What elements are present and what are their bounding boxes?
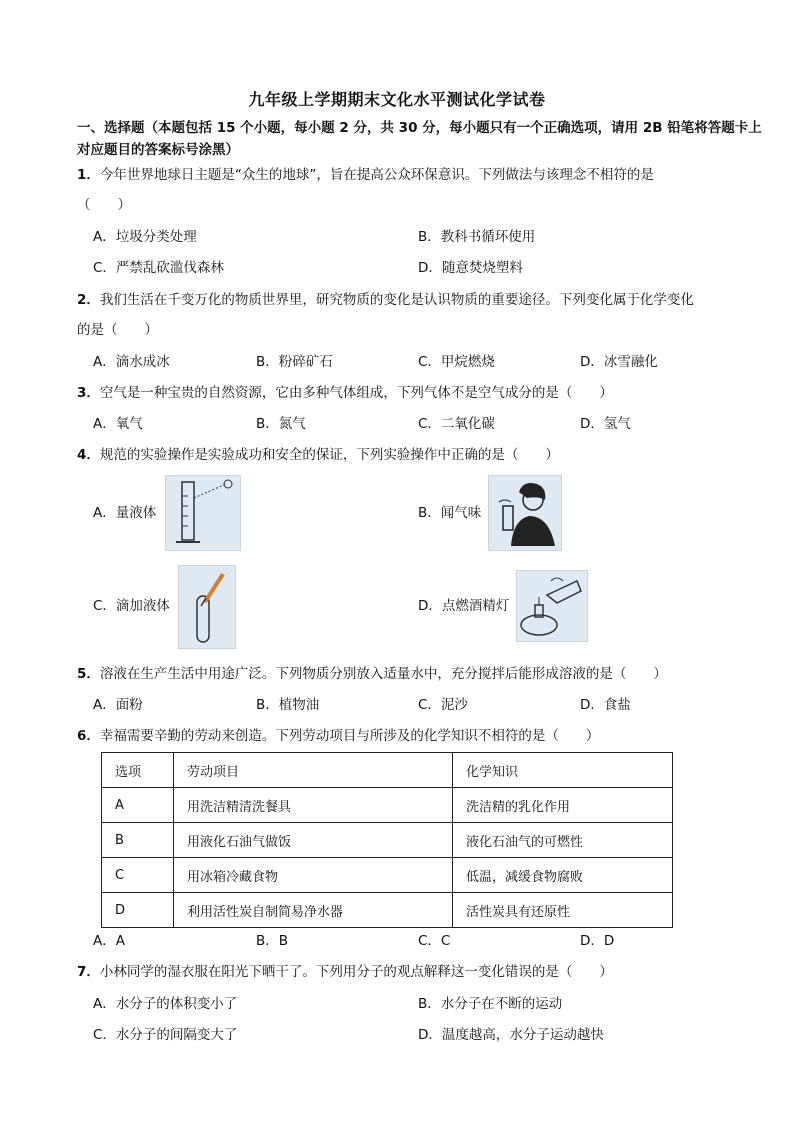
question-stem: 我们生活在千变万化的物质世界里，研究物质的变化是认识物质的重要途径。下列变化属于化学变化: [99, 292, 694, 308]
table-cell: 用冰箱冷藏食物: [174, 858, 453, 893]
option-a: A．氧气: [93, 416, 143, 432]
option-a: A．滴水成冰: [93, 354, 170, 370]
question-5: [77, 664, 667, 684]
option-a: A．面粉: [93, 697, 143, 713]
option-c: C．C: [418, 933, 451, 949]
question-stem: 今年世界地球日主题是“众生的地球”，旨在提高公众环保意识。下列做法与该理念不相符的是: [99, 167, 654, 183]
question-stem: 规范的实验操作是实验成功和安全的保证，下列实验操作中正确的是（ ）: [99, 447, 559, 463]
question-4: [77, 445, 559, 465]
option-c: C．滴加液体: [93, 598, 170, 614]
option-b: B．教科书循环使用: [418, 229, 536, 245]
header-cell: 劳动项目: [174, 753, 453, 788]
option-d: D．随意焚烧塑料: [418, 260, 523, 276]
question-stem: 幸福需要辛勤的劳动来创造。下列劳动项目与所涉及的化学知识不相符的是（ ）: [99, 728, 600, 744]
question-number: 7．: [77, 964, 100, 980]
option-a: A．垃圾分类处理: [93, 229, 197, 245]
table-cell: C: [102, 858, 174, 893]
labor-knowledge-table: [101, 752, 673, 928]
section-heading: 一、选择题（本题包括 15 个小题，每小题 2 分，共 30 分，每小题只有一个正确选项，请用 2B 铅笔将答题卡上对应题目的答案标号涂黑）: [77, 120, 762, 158]
option-c: C．严禁乱砍滥伐森林: [93, 260, 224, 276]
question-6: [77, 726, 599, 746]
table-cell: B: [102, 823, 174, 858]
lighting-alcohol-lamp-image: [516, 570, 588, 642]
question-stem: 小林同学的湿衣服在阳光下晒干了。下列用分子的观点解释这一变化错误的是（ ）: [99, 964, 613, 980]
table-cell: 洗洁精的乳化作用: [453, 788, 673, 823]
option-b: B．氮气: [256, 416, 306, 432]
option-b: B．水分子在不断的运动: [418, 996, 563, 1012]
page-title: 九年级上学期期末文化水平测试化学试卷: [248, 90, 546, 109]
person-smelling-icon: [489, 476, 561, 550]
dropping-liquid-image: [178, 565, 236, 649]
option-c: C．甲烷燃烧: [418, 354, 495, 370]
question-3: [77, 383, 613, 403]
header-cell: 选项: [102, 753, 174, 788]
option-c: C．泥沙: [418, 697, 468, 713]
dropper-test-tube-icon: [179, 566, 235, 648]
option-c: C．二氧化碳: [418, 416, 495, 432]
table-cell: 低温，减缓食物腐败: [453, 858, 673, 893]
question-2: [77, 290, 694, 310]
question-number: 2．: [77, 292, 100, 308]
option-d: D．点燃酒精灯: [418, 598, 510, 614]
header-cell: 化学知识: [453, 753, 673, 788]
option-b: B．B: [256, 933, 289, 949]
table-cell: 利用活性炭自制简易净水器: [174, 893, 453, 928]
option-b: B．闻气味: [418, 505, 482, 521]
question-number: 4．: [77, 447, 100, 463]
question-7: [77, 962, 613, 982]
option-d: D．氢气: [580, 416, 631, 432]
question-stem-continued: 的是（ ）: [77, 322, 158, 338]
table-cell: D: [102, 893, 174, 928]
option-a: A．水分子的体积变小了: [93, 996, 238, 1012]
question-number: 5．: [77, 666, 100, 682]
question-number: 3．: [77, 385, 100, 401]
option-d: D．D: [580, 933, 615, 949]
question-number: 1．: [77, 167, 100, 183]
question-number: 6．: [77, 728, 100, 744]
option-b: B．植物油: [256, 697, 320, 713]
smelling-gas-image: [488, 475, 562, 551]
option-a: A．A: [93, 933, 125, 949]
graduated-cylinder-icon: [166, 476, 240, 550]
option-c: C．水分子的间隔变大了: [93, 1027, 238, 1043]
table-row: [102, 858, 673, 893]
table-row: [102, 788, 673, 823]
option-d: D．温度越高，水分子运动越快: [418, 1027, 604, 1043]
question-1: [77, 165, 654, 185]
option-b: B．粉碎矿石: [256, 354, 333, 370]
answer-paren: （ ）: [77, 197, 131, 213]
table-row: [102, 893, 673, 928]
table-cell: 用液化石油气做饭: [174, 823, 453, 858]
option-d: D．食盐: [580, 697, 631, 713]
question-stem: 空气是一种宝贵的自然资源，它由多种气体组成，下列气体不是空气成分的是（ ）: [99, 385, 613, 401]
table-header-row: [102, 753, 673, 788]
graduated-cylinder-image: [165, 475, 241, 551]
alcohol-lamp-icon: [517, 571, 587, 641]
option-a: A．量液体: [93, 505, 157, 521]
option-d: D．冰雪融化: [580, 354, 658, 370]
table-cell: 用洗洁精清洗餐具: [174, 788, 453, 823]
table-cell: A: [102, 788, 174, 823]
question-stem: 溶液在生产生活中用途广泛。下列物质分别放入适量水中，充分搅拌后能形成溶液的是（ ）: [99, 666, 667, 682]
table-cell: 活性炭具有还原性: [453, 893, 673, 928]
table-row: [102, 823, 673, 858]
table-cell: 液化石油气的可燃性: [453, 823, 673, 858]
